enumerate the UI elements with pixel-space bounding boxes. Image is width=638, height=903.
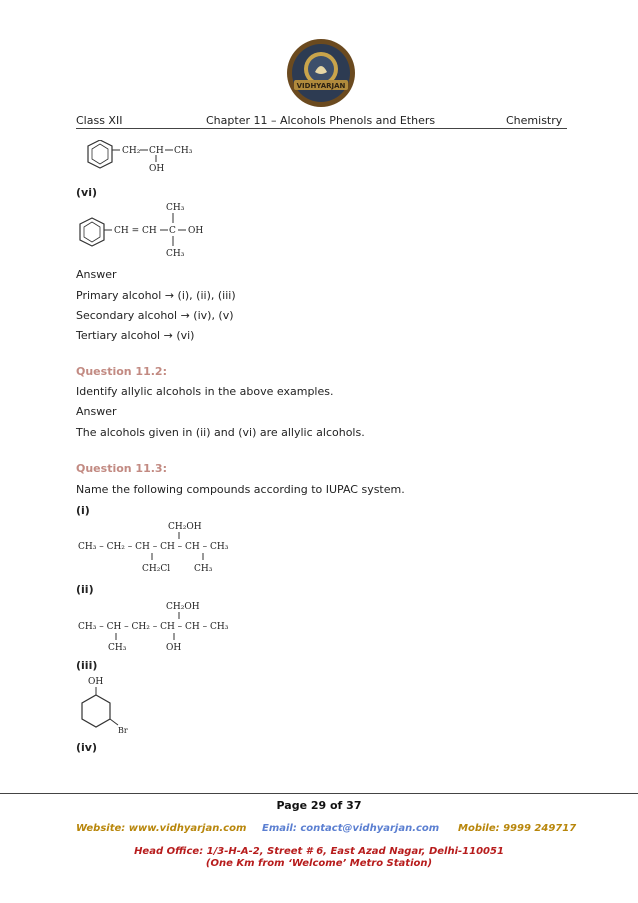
page-number: Page 29 of 37	[276, 799, 362, 812]
footer-office-note: (One Km from ‘Welcome’ Metro Station)	[205, 858, 433, 869]
svg-text:OH: OH	[166, 643, 182, 653]
answer-label: Answer	[76, 268, 117, 281]
question-11-3-title: Question 11.3:	[76, 462, 167, 475]
svg-text:CH₂Cl: CH₂Cl	[142, 564, 171, 574]
structure-iii	[76, 675, 146, 739]
svg-text:CH₃ – CH₂ – CH – CH – CH – CH₃: CH₃ – CH₂ – CH – CH – CH – CH₃	[78, 542, 229, 552]
footer-rule	[0, 793, 638, 794]
question-11-2-answer: The alcohols given in (ii) and (vi) are allylic alcohols.	[76, 426, 365, 439]
svg-text:CH₃: CH₃	[108, 643, 127, 653]
structure-i	[76, 518, 276, 574]
svg-text:CH₃: CH₃	[194, 564, 213, 574]
structure-vi	[76, 200, 236, 262]
svg-text:OH: OH	[188, 226, 204, 236]
logo-text: VIDHYARJAN	[296, 82, 346, 90]
structure-ii	[76, 598, 276, 654]
footer-mobile: Mobile: 9999 249717	[458, 823, 577, 834]
footer-website[interactable]: Website: www.vidhyarjan.com	[76, 823, 247, 834]
vidhyarjan-logo	[284, 36, 358, 110]
footer-office: Head Office: 1/3-H-A-2, Street # 6, East Azad Nagar, Delhi-110051	[134, 846, 504, 857]
label-vi: (vi)	[76, 186, 97, 199]
label-iv: (iv)	[76, 741, 97, 754]
svg-text:CH₂: CH₂	[122, 146, 141, 156]
header-rule	[76, 128, 567, 129]
footer-email[interactable]: Email: contact@vidhyarjan.com	[262, 823, 440, 834]
svg-text:OH: OH	[88, 677, 104, 687]
svg-text:CH₂OH: CH₂OH	[168, 522, 202, 532]
svg-text:Br: Br	[118, 726, 128, 735]
svg-text:CH₃: CH₃	[174, 146, 193, 156]
header-chapter: Chapter 11 – Alcohols Phenols and Ethers	[206, 114, 436, 127]
svg-text:CH₃: CH₃	[166, 249, 185, 259]
label-ii: (ii)	[76, 583, 94, 596]
svg-text:CH₂OH: CH₂OH	[166, 602, 200, 612]
answer-line-tertiary: Tertiary alcohol → (vi)	[76, 329, 195, 342]
question-11-2-answer-label: Answer	[76, 405, 117, 418]
answer-line-primary: Primary alcohol → (i), (ii), (iii)	[76, 289, 236, 302]
svg-text:CH₃ – CH – CH₂ – CH – CH – CH₃: CH₃ – CH – CH₂ – CH – CH – CH₃	[78, 622, 229, 632]
question-11-2-text: Identify allylic alcohols in the above examples.	[76, 385, 334, 398]
svg-text:CH = CH: CH = CH	[114, 226, 157, 236]
svg-text:C: C	[169, 226, 176, 236]
header-subject: Chemistry	[506, 114, 563, 127]
label-iii: (iii)	[76, 659, 98, 672]
svg-text:OH: OH	[149, 164, 165, 174]
question-11-3-text: Name the following compounds according to IUPAC system.	[76, 483, 405, 496]
label-i: (i)	[76, 504, 90, 517]
question-11-2-title: Question 11.2:	[76, 365, 167, 378]
answer-line-secondary: Secondary alcohol → (iv), (v)	[76, 309, 234, 322]
svg-text:CH₃: CH₃	[166, 203, 185, 213]
header-class: Class XII	[76, 114, 123, 127]
structure-top	[76, 140, 216, 180]
svg-text:CH: CH	[149, 146, 164, 156]
